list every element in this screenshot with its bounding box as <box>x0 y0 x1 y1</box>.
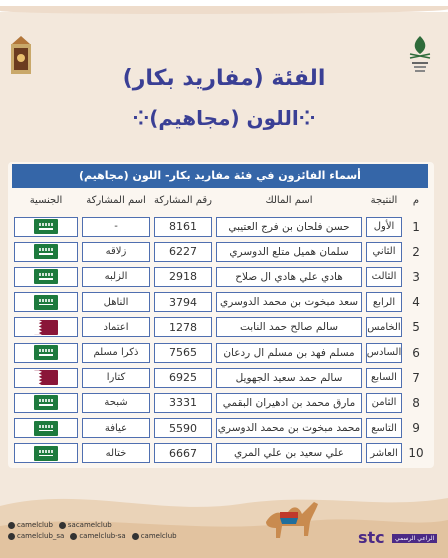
row-owner: محمد مبخوت بن محمد الدوسري <box>216 418 362 438</box>
row-result: التاسع <box>366 418 402 438</box>
row-index: 6 <box>412 345 420 360</box>
row-number: 1278 <box>154 317 212 337</box>
sponsor-tag: الراعي الرسمي <box>392 534 437 543</box>
table-row <box>12 290 428 315</box>
snapchat-icon <box>70 533 77 540</box>
top-strip <box>0 0 448 12</box>
row-owner: علي سعيد بن علي المري <box>216 443 362 463</box>
table-row <box>12 390 428 415</box>
row-number: 8161 <box>154 217 212 237</box>
row-index: 3 <box>412 269 420 284</box>
row-result: الخامس <box>366 317 402 337</box>
row-participation-name: اعتماد <box>82 317 150 337</box>
instagram-icon <box>8 533 15 540</box>
row-number: 7565 <box>154 343 212 363</box>
row-participation-name: ذكرا مسلم <box>82 343 150 363</box>
row-participation-name: شبحة <box>82 393 150 413</box>
row-participation-name: عيافة <box>82 418 150 438</box>
row-owner: حسن فلحان بن فرج العتيبي <box>216 217 362 237</box>
row-participation-name: ختاله <box>82 443 150 463</box>
saudi-flag-icon <box>34 269 58 284</box>
row-index: 5 <box>412 320 420 335</box>
table-row <box>12 441 428 466</box>
table-row <box>12 365 428 390</box>
row-number: 6925 <box>154 368 212 388</box>
table-row <box>12 315 428 340</box>
row-result: السابع <box>366 368 402 388</box>
stc-logo: stc <box>358 528 385 547</box>
row-nationality <box>14 242 78 262</box>
facebook-icon <box>59 522 66 529</box>
row-owner: سلمان هميل متلع الدوسري <box>216 242 362 262</box>
row-result: الثالث <box>366 267 402 287</box>
row-number: 5590 <box>154 418 212 438</box>
column-headers <box>12 192 428 210</box>
row-owner: مارق محمد بن ادهيران البقمي <box>216 393 362 413</box>
qatar-flag-icon <box>34 320 58 335</box>
row-participation-name: كتارا <box>82 368 150 388</box>
table-row <box>12 416 428 441</box>
results-panel <box>8 162 434 468</box>
social-link-4[interactable]: camelclub-sa <box>70 531 125 542</box>
row-owner: سعد مبخوت بن محمد الدوسري <box>216 292 362 312</box>
col-nationality: الجنسية <box>29 195 63 206</box>
row-nationality <box>14 343 78 363</box>
row-number: 2918 <box>154 267 212 287</box>
col-result: النتيجة <box>370 195 398 206</box>
row-participation-name: - <box>82 217 150 237</box>
row-owner: سالم صالح حمد النابت <box>216 317 362 337</box>
row-result: الرابع <box>366 292 402 312</box>
social-link-2[interactable]: sacamelclub <box>59 520 112 531</box>
row-index: 8 <box>412 395 420 410</box>
row-result: الثاني <box>366 242 402 262</box>
row-nationality <box>14 267 78 287</box>
row-nationality <box>14 317 78 337</box>
row-participation-name: الناهل <box>82 292 150 312</box>
page-title: الفئة (مفاريد بكار) <box>122 66 326 91</box>
row-number: 6227 <box>154 242 212 262</box>
row-result: الثامن <box>366 393 402 413</box>
saudi-flag-icon <box>34 446 58 461</box>
social-link-5[interactable]: camelclub <box>132 531 177 542</box>
row-owner: سالم حمد سعيد الجهويل <box>216 368 362 388</box>
col-m: م <box>412 195 420 206</box>
saudi-flag-icon <box>34 421 58 436</box>
table-row <box>12 239 428 264</box>
table-row <box>12 340 428 365</box>
x-icon <box>8 522 15 529</box>
table-row <box>12 264 428 289</box>
saudi-flag-icon <box>34 219 58 234</box>
row-owner: هادي علي هادي ال صلاح <box>216 267 362 287</box>
linkedin-icon <box>132 533 139 540</box>
table-row <box>12 214 428 239</box>
row-number: 3794 <box>154 292 212 312</box>
row-result: العاشر <box>366 443 402 463</box>
row-index: 2 <box>412 244 420 259</box>
row-index: 1 <box>412 219 420 234</box>
social-links <box>8 520 177 542</box>
col-participation-name: اسم المشاركة <box>86 195 146 206</box>
row-result: السادس <box>366 343 402 363</box>
page-subtitle: ⁘اللون (مجاهيم)⁘ <box>132 106 316 130</box>
row-nationality <box>14 217 78 237</box>
row-number: 6667 <box>154 443 212 463</box>
table-caption: أسماء الفائزون في فئة مفاريد بكار- اللون (مجاهيم) <box>12 164 428 188</box>
results-rows <box>12 214 428 466</box>
row-nationality <box>14 443 78 463</box>
col-participation-number: رقم المشاركة <box>154 195 212 206</box>
social-link-3[interactable]: camelclub_sa <box>8 531 64 542</box>
row-participation-name: الزلبه <box>82 267 150 287</box>
row-index: 10 <box>408 446 424 461</box>
row-nationality <box>14 292 78 312</box>
row-nationality <box>14 368 78 388</box>
row-nationality <box>14 393 78 413</box>
saudi-flag-icon <box>34 345 58 360</box>
row-number: 3331 <box>154 393 212 413</box>
row-nationality <box>14 418 78 438</box>
row-participation-name: زلاقه <box>82 242 150 262</box>
camel-illustration-icon <box>258 492 324 550</box>
qatar-flag-icon <box>34 370 58 385</box>
row-index: 4 <box>412 295 420 310</box>
row-owner: مسلم فهد بن مسلم ال ردعان <box>216 343 362 363</box>
row-index: 9 <box>412 421 420 436</box>
saudi-flag-icon <box>34 244 58 259</box>
row-index: 7 <box>412 370 420 385</box>
saudi-flag-icon <box>34 295 58 310</box>
col-owner: اسم المالك <box>265 195 313 206</box>
saudi-flag-icon <box>34 395 58 410</box>
row-result: الأول <box>366 217 402 237</box>
social-link-1[interactable]: camelclub <box>8 520 53 531</box>
